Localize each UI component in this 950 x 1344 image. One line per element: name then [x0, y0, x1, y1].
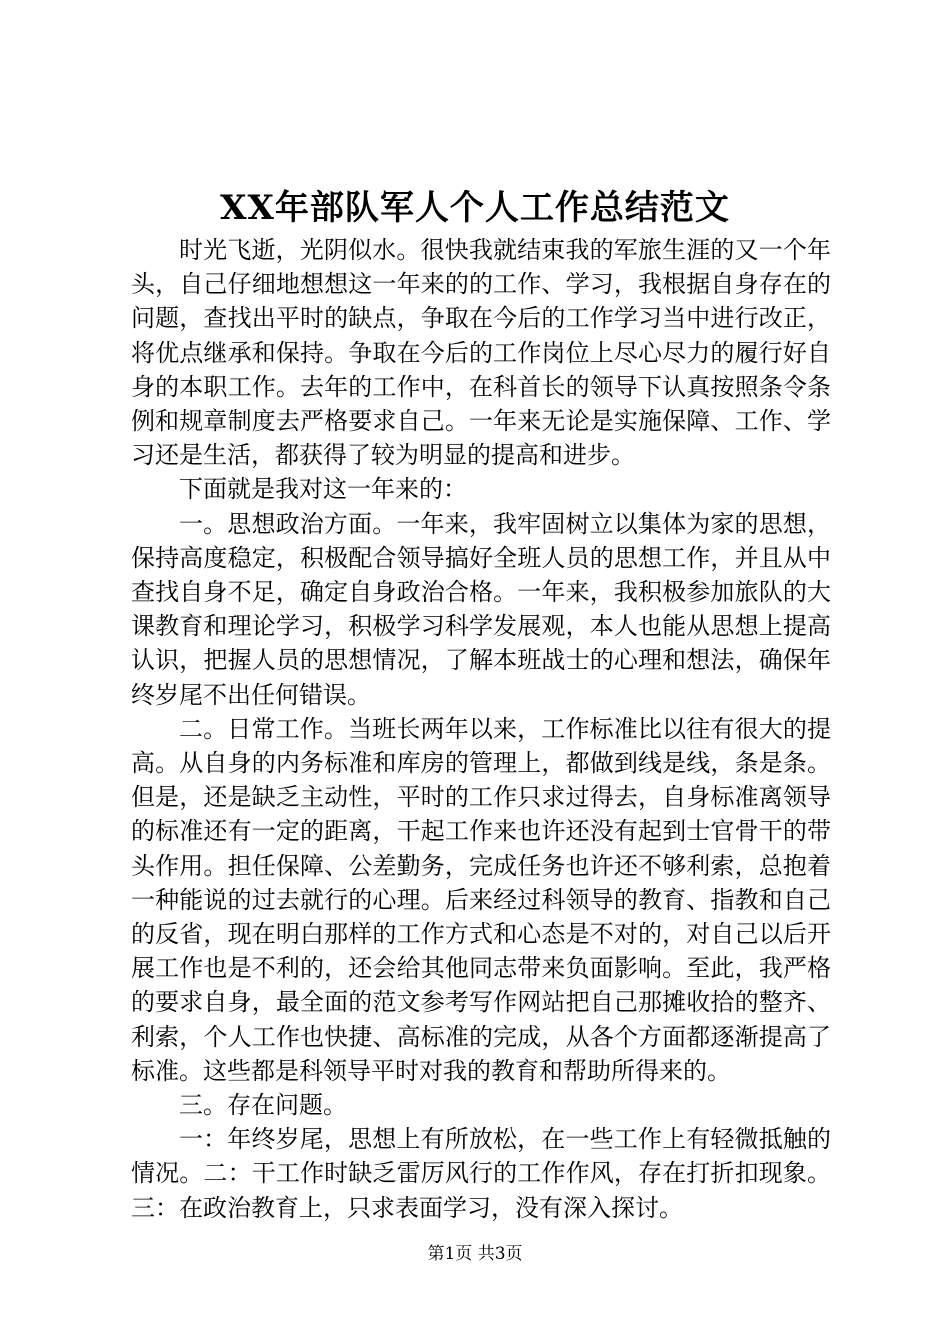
- document-body: [131, 233, 831, 1225]
- paragraph-section-3-heading: 三。存在问题。: [179, 1091, 347, 1120]
- paragraph-section-1: 一。思想政治方面。一年来，我牢固树立以集体为家的思想，保持高度稳定，积极配合领导搞好全班人员的思想工作，并且从中查找自身不足，确定自身政治合格。一年来，我积极参加旅队的大课教育和理论学习，积极学习科学发展观，本人也能从思想上提高认识，把握人员的思想情况，了解本班战士的心理和想法，确保年终岁尾不出任何错误。: [131, 509, 831, 709]
- paragraph-section-2: 二。日常工作。当班长两年以来，工作标准比以往有很大的提高。从自身的内务标准和库房的管理上，都做到线是线，条是条。但是，还是缺乏主动性，平时的工作只求过得去，自身标准离领导的标准还有一定的距离，干起工作来也许还没有起到士官骨干的带头作用。担任保障、公差勤务，完成任务也许还不够利索，总抱着一种能说的过去就行的心理。后来经过科领导的教育、指教和自己的反省，现在明白那样的工作方式和心态是不对的，对自己以后开展工作也是不利的，还会给其他同志带来负面影响。至此，我严格的要求自身，最全面的范文参考写作网站把自己那摊收拾的整齐、利索，个人工作也快捷、高标准的完成，从各个方面都逐渐提高了标准。这些都是科领导平时对我的教育和帮助所得来的。: [131, 714, 831, 1085]
- document-title: XX年部队军人个人工作总结范文: [220, 188, 730, 228]
- page-footer: 第1页 共3页: [427, 1244, 523, 1264]
- paragraph-intro: 时光飞逝，光阴似水。很快我就结束我的军旅生涯的又一个年头，自己仔细地想想这一年来的的工作、学习，我根据自身存在的问题，查找出平时的缺点，争取在今后的工作学习当中进行改正，将优点继承和保持。争取在今后的工作岗位上尽心尽力的履行好自身的本职工作。去年的工作中，在科首长的领导下认真按照条令条例和规章制度去严格要求自己。一年来无论是实施保障、工作、学习还是生活，都获得了较为明显的提高和进步。: [131, 236, 831, 470]
- paragraph-section-3-body: 一：年终岁尾，思想上有所放松，在一些工作上有轻微抵触的情况。二：干工作时缺乏雷厉风行的工作作风，存在打折扣现象。三：在政治教育上，只求表面学习，没有深入探讨。: [131, 1125, 831, 1222]
- paragraph-lead: 下面就是我对这一年来的：: [179, 475, 467, 504]
